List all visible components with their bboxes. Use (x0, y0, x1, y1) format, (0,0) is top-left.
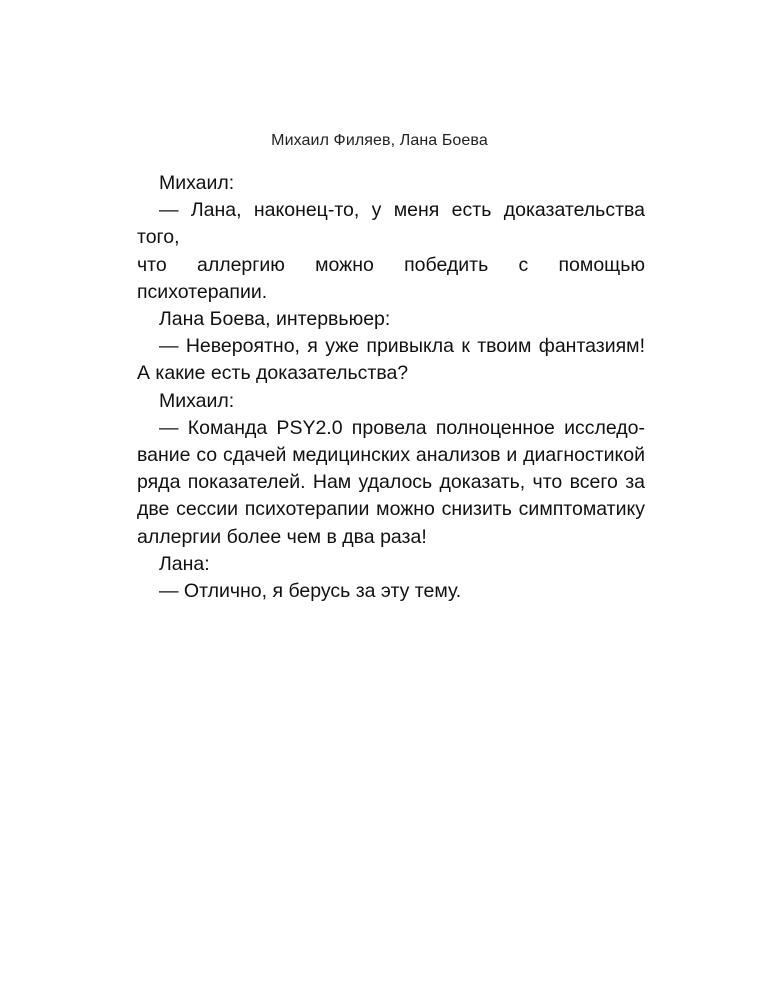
dialogue-paragraph (137, 333, 645, 387)
text-line: вание со сдачей медицинских анализов и диагностикой (137, 444, 645, 467)
dialogue-paragraph (137, 415, 645, 551)
text-line: Михаил: (159, 172, 235, 194)
text-line: аллергии более чем в два раза! (137, 525, 427, 548)
text-line: Лана: (159, 552, 210, 575)
text-line: ряда показателей. Нам удалось доказать, что всего за (137, 471, 645, 494)
text-line: Михаил: (159, 389, 235, 412)
speaker-label (137, 306, 645, 333)
page-body (137, 170, 645, 605)
text-line: Лана Боева, интервьюер: (159, 308, 391, 331)
text-line: — Отлично, я берусь за эту тему. (159, 580, 462, 603)
text-line: — Невероятно, я уже привыкла к твоим фантазиям! (159, 335, 645, 358)
dialogue-paragraph (137, 197, 645, 306)
speaker-label (137, 388, 645, 415)
dialogue-paragraph (137, 578, 645, 605)
text-line: А какие есть доказательства? (137, 362, 409, 385)
text-line: — Лана, наконец-то, у меня есть доказательства того, (137, 199, 645, 249)
running-header: Михаил Филяев, Лана Боева (271, 132, 488, 149)
text-line: что аллергию можно победить с помощью психотерапии. (137, 253, 645, 303)
speaker-label (137, 551, 645, 578)
text-line: две сессии психотерапии можно снизить симптоматику (137, 498, 645, 521)
text-line: — Команда PSY2.0 провела полноценное исследо- (159, 416, 645, 439)
speaker-label (137, 170, 645, 197)
